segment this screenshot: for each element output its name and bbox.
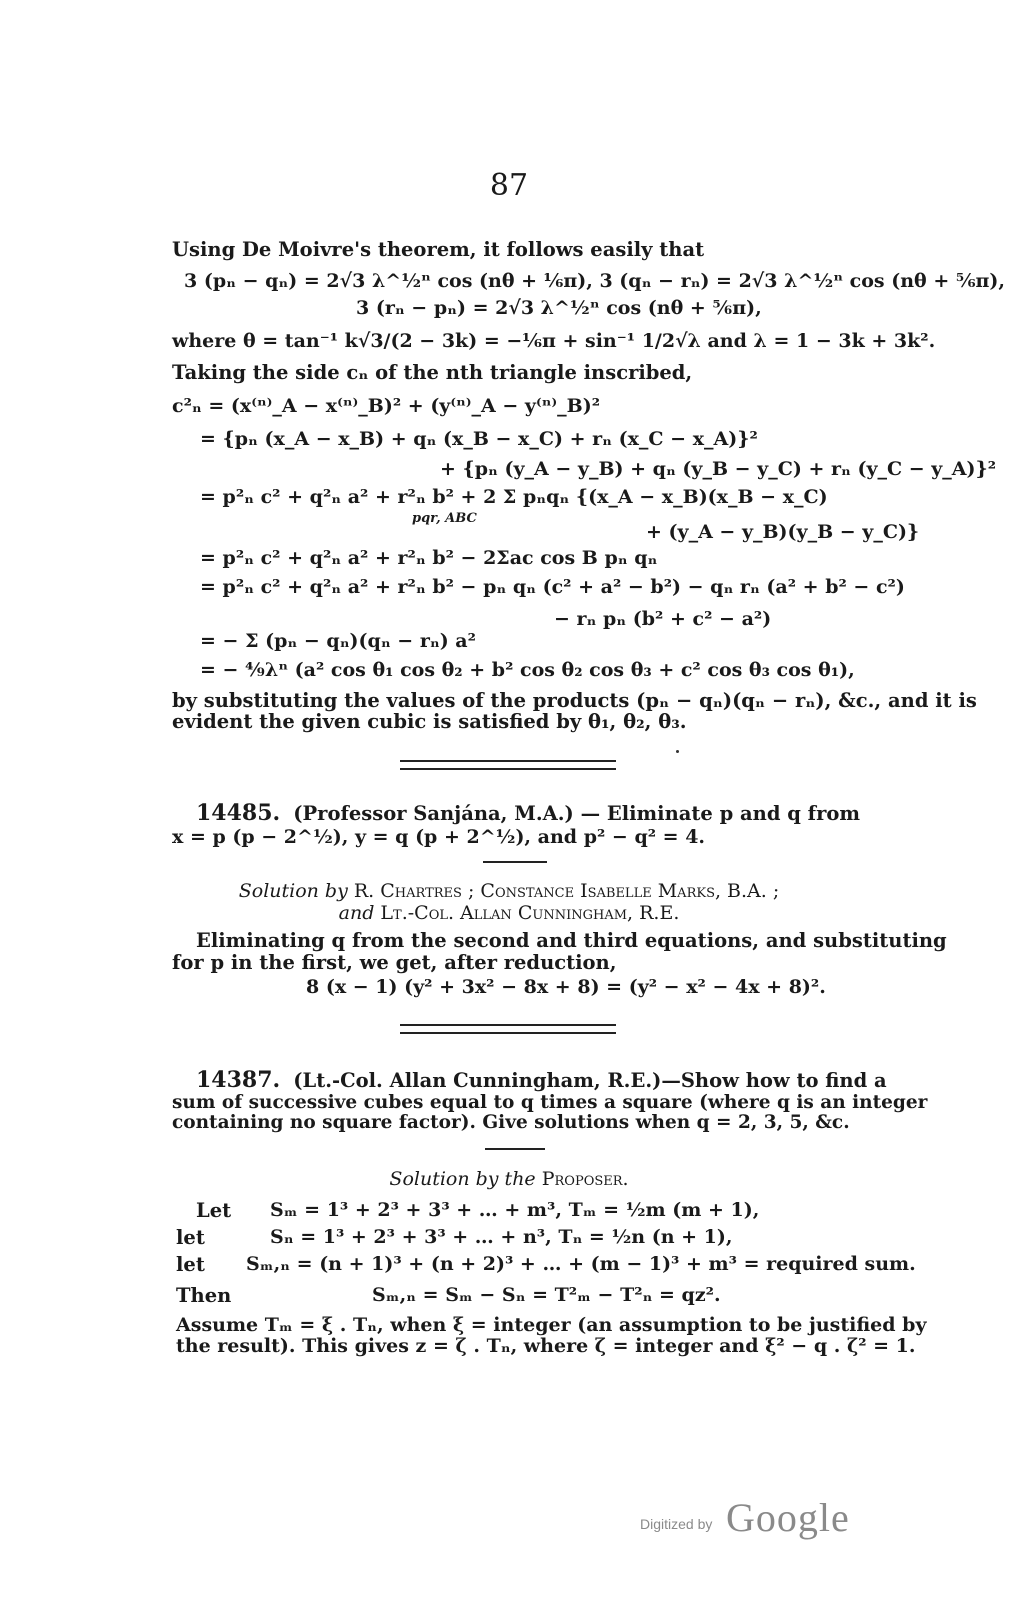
solution-and: and: [338, 902, 375, 924]
problem-statement: sum of successive cubes equal to q times a square (where q is an integer: [172, 1092, 928, 1113]
equation-line: 3 (pₙ − qₙ) = 2√3 λ^½ⁿ cos (nθ + ⅙π), 3 (qₙ − rₙ) = 2√3 λ^½ⁿ cos (nθ + ⅚π),: [184, 270, 1006, 292]
problem-statement: (Professor Sanjána, M.A.) — Eliminate p and q from: [293, 802, 860, 825]
equation-line: = p²ₙ c² + q²ₙ a² + r²ₙ b² − pₙ qₙ (c² + a² − b²) − qₙ rₙ (a² + b² − c²): [200, 576, 905, 598]
equation-line: = {pₙ (x_A − x_B) + qₙ (x_B − x_C) + rₙ (x_C − x_A)}²: [200, 428, 758, 450]
problem-statement: x = p (p − 2^½), y = q (p + 2^½), and p² − q² = 4.: [172, 826, 706, 848]
solver-names: R. Chartres ; Constance Isabelle Marks, B.A. ;: [353, 880, 780, 902]
intro-text: Using De Moivre's theorem, it follows easily that: [172, 238, 705, 261]
problem-number: 14485.: [196, 800, 281, 826]
problem-14485-heading: [196, 800, 860, 826]
solution-credit: [0, 880, 1018, 902]
print-speck: [676, 750, 679, 753]
equation-line: + {pₙ (y_A − y_B) + qₙ (y_B − y_C) + rₙ (y_C − y_A)}²: [440, 458, 997, 480]
solution-credit: [0, 902, 1018, 924]
section-divider: [400, 760, 616, 770]
problem-number: 14387.: [196, 1067, 281, 1093]
closing-line: by substituting the values of the products (pₙ − qₙ)(qₙ − rₙ), &c., and it is: [172, 689, 977, 712]
problem-14387-heading: [196, 1067, 887, 1093]
problem-statement: (Lt.-Col. Allan Cunningham, R.E.)—Show how to find a: [293, 1069, 887, 1092]
solver-names: Proposer.: [541, 1168, 629, 1190]
solver-names: Lt.-Col. Allan Cunningham, R.E.: [380, 902, 680, 924]
equation-line: = p²ₙ c² + q²ₙ a² + r²ₙ b² + 2 Σ pₙqₙ {(x_A − x_B)(x_B − x_C): [200, 486, 828, 508]
row-formula: Sₘ,ₙ = (n + 1)³ + (n + 2)³ + … + (m − 1)³ + m³ = required sum.: [246, 1253, 916, 1275]
solution-by: Solution by the: [389, 1168, 536, 1190]
solution-credit: [0, 1168, 1018, 1190]
digitized-label: Digitized by: [640, 1516, 713, 1532]
assumption-text: the result). This gives z = ζ . Tₙ, where ζ = integer and ξ² − q . ζ² = 1.: [176, 1335, 916, 1357]
equation-line: = p²ₙ c² + q²ₙ a² + r²ₙ b² − 2Σac cos B pₙ qₙ: [200, 547, 658, 569]
row-formula: Sₙ = 1³ + 2³ + 3³ + … + n³, Tₙ = ½n (n + 1),: [270, 1226, 733, 1248]
solution-by: Solution by: [238, 880, 348, 902]
row-formula: Sₘ = 1³ + 2³ + 3³ + … + m³, Tₘ = ½m (m + 1),: [270, 1199, 760, 1221]
equation-line: = − Σ (pₙ − qₙ)(qₙ − rₙ) a²: [200, 630, 476, 652]
equation-line: Taking the side cₙ of the nth triangle inscribed,: [172, 361, 693, 384]
google-logo: Google: [726, 1495, 850, 1540]
closing-line: evident the given cubic is satisfied by θ₁, θ₂, θ₃.: [172, 710, 687, 733]
page-number: 87: [489, 168, 529, 203]
solution-body: for p in the first, we get, after reduction,: [172, 951, 617, 974]
equation-line: where θ = tan⁻¹ k√3/(2 − 3k) = −⅙π + sin⁻¹ 1/2√λ and λ = 1 − 3k + 3k².: [172, 330, 936, 352]
section-divider: [400, 1024, 616, 1034]
short-rule: [485, 1148, 545, 1150]
row-lead: Let: [196, 1199, 232, 1222]
solution-body: Eliminating q from the second and third equations, and substituting: [196, 929, 947, 952]
short-rule: [483, 861, 547, 863]
row-lead: let: [176, 1226, 205, 1249]
equation-line: = − ⁴⁄₉λⁿ (a² cos θ₁ cos θ₂ + b² cos θ₂ cos θ₃ + c² cos θ₃ cos θ₁),: [200, 659, 855, 681]
row-lead: Then: [176, 1284, 232, 1307]
solution-result: 8 (x − 1) (y² + 3x² − 8x + 8) = (y² − x² − 4x + 8)².: [306, 976, 826, 998]
equation-line: c²ₙ = (x⁽ⁿ⁾_A − x⁽ⁿ⁾_B)² + (y⁽ⁿ⁾_A − y⁽ⁿ⁾_B)²: [172, 395, 601, 417]
row-lead: let: [176, 1253, 205, 1276]
problem-statement: containing no square factor). Give solutions when q = 2, 3, 5, &c.: [172, 1112, 850, 1133]
row-formula: Sₘ,ₙ = Sₘ − Sₙ = T²ₘ − T²ₙ = qz².: [372, 1284, 721, 1306]
equation-line: − rₙ pₙ (b² + c² − a²): [554, 608, 772, 630]
sum-subscript: pqr, ABC: [412, 511, 477, 526]
equation-line: 3 (rₙ − pₙ) = 2√3 λ^½ⁿ cos (nθ + ⁵⁄₆π),: [356, 297, 762, 319]
assumption-text: Assume Tₘ = ξ . Tₙ, when ξ = integer (an assumption to be justified by: [176, 1314, 927, 1336]
equation-line: + (y_A − y_B)(y_B − y_C)}: [646, 521, 920, 543]
